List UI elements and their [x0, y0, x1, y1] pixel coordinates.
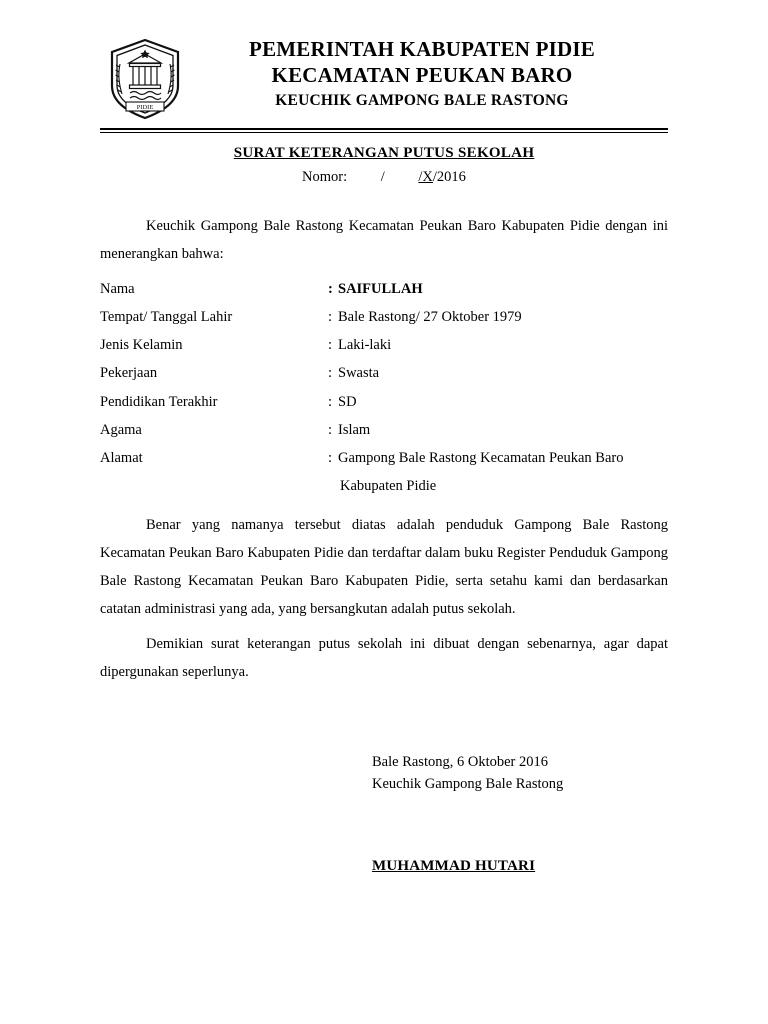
identity-label: Jenis Kelamin — [100, 337, 183, 354]
identity-value — [328, 331, 668, 359]
identity-list — [100, 275, 668, 501]
identity-value-text: Bale Rastong/ 27 Oktober 1979 — [338, 308, 522, 325]
identity-value — [328, 388, 668, 416]
identity-value-text: Swasta — [338, 365, 380, 382]
document-number-label: Nomor: — [302, 169, 348, 185]
identity-value-text: Laki-laki — [338, 337, 392, 354]
letterhead-titles — [184, 36, 668, 111]
signature-block — [100, 752, 668, 796]
identity-colon: : — [328, 365, 333, 382]
statement-text: Benar yang namanya tersebut diatas adalah penduduk Gampong Bale Rastong Kecamatan Peukan Baro Kabupaten Pidie dan terdaftar dalam buku Register Penduduk Gampong Bale Rastong Kecamatan Peukan Baro Kabupaten Pidie, serta setahu kami dan berdasarkan catatan administrasi yang ada, yang bersangkutan adalah putus sekolah. — [100, 516, 668, 618]
identity-label: Tempat/ Tanggal Lahir — [100, 308, 233, 325]
document-number-line — [100, 169, 668, 186]
identity-row-occupation — [100, 359, 668, 387]
identity-value — [328, 444, 668, 472]
identity-value-text-line2: Kabupaten Pidie — [340, 478, 437, 495]
identity-row-address — [100, 444, 668, 472]
identity-row-birth — [100, 303, 668, 331]
letterhead — [100, 28, 668, 120]
identity-label: Pekerjaan — [100, 365, 158, 382]
identity-value — [328, 416, 668, 444]
statement-paragraph — [100, 511, 668, 624]
identity-label: Nama — [100, 280, 135, 297]
intro-text: Keuchik Gampong Bale Rastong Kecamatan Peukan Baro Kabupaten Pidie dengan ini menerangkan bahwa: — [100, 218, 668, 263]
identity-label: Pendidikan Terakhir — [100, 393, 218, 410]
identity-value-text: SD — [338, 393, 357, 410]
identity-colon: : — [328, 393, 333, 410]
document-title — [100, 145, 668, 162]
identity-colon: : — [328, 337, 333, 354]
identity-row-name — [100, 275, 668, 303]
identity-colon: : — [328, 450, 333, 467]
identity-label: Agama — [100, 421, 142, 438]
identity-row-religion — [100, 416, 668, 444]
header-divider-thick — [100, 128, 668, 130]
pidie-regency-crest-icon — [106, 38, 184, 120]
header-divider — [100, 128, 668, 133]
document-title-text: SURAT KETERANGAN PUTUS SEKOLAH — [233, 145, 535, 161]
identity-value-text: Gampong Bale Rastong Kecamatan Peukan Baro — [338, 450, 624, 467]
identity-colon: : — [328, 421, 333, 438]
document-number-roman: /X — [418, 169, 433, 185]
identity-value-text: SAIFULLAH — [338, 280, 423, 297]
identity-row-education — [100, 388, 668, 416]
identity-value-text: Islam — [338, 421, 371, 438]
identity-value — [328, 275, 668, 303]
identity-value — [328, 359, 668, 387]
svg-text:PIDIE: PIDIE — [136, 104, 154, 111]
village-office-name: KEUCHIK GAMPONG BALE RASTONG — [275, 91, 569, 109]
signature-place-date: Bale Rastong, 6 Oktober 2016 — [372, 754, 548, 771]
district-name: KECAMATAN PEUKAN BARO — [271, 63, 573, 88]
identity-spacer — [100, 472, 340, 500]
identity-colon: : — [328, 280, 333, 297]
identity-label: Alamat — [100, 450, 143, 467]
header-divider-thin — [100, 132, 668, 133]
identity-value — [328, 303, 668, 331]
document-number-blank-1: / — [380, 169, 385, 185]
identity-colon: : — [328, 308, 333, 325]
closing-paragraph — [100, 630, 668, 687]
identity-row-gender — [100, 331, 668, 359]
identity-row-address-cont — [100, 472, 668, 500]
signature-role: Keuchik Gampong Bale Rastong — [372, 776, 564, 792]
document-number-year: /2016 — [432, 169, 466, 185]
government-name: PEMERINTAH KABUPATEN PIDIE — [249, 37, 595, 61]
closing-text: Demikian surat keterangan putus sekolah ini dibuat dengan sebenarnya, agar dapat dipergunakan seperlunya. — [100, 635, 668, 680]
intro-paragraph — [100, 212, 668, 269]
signature-name: MUHAMMAD HUTARI — [372, 857, 536, 874]
